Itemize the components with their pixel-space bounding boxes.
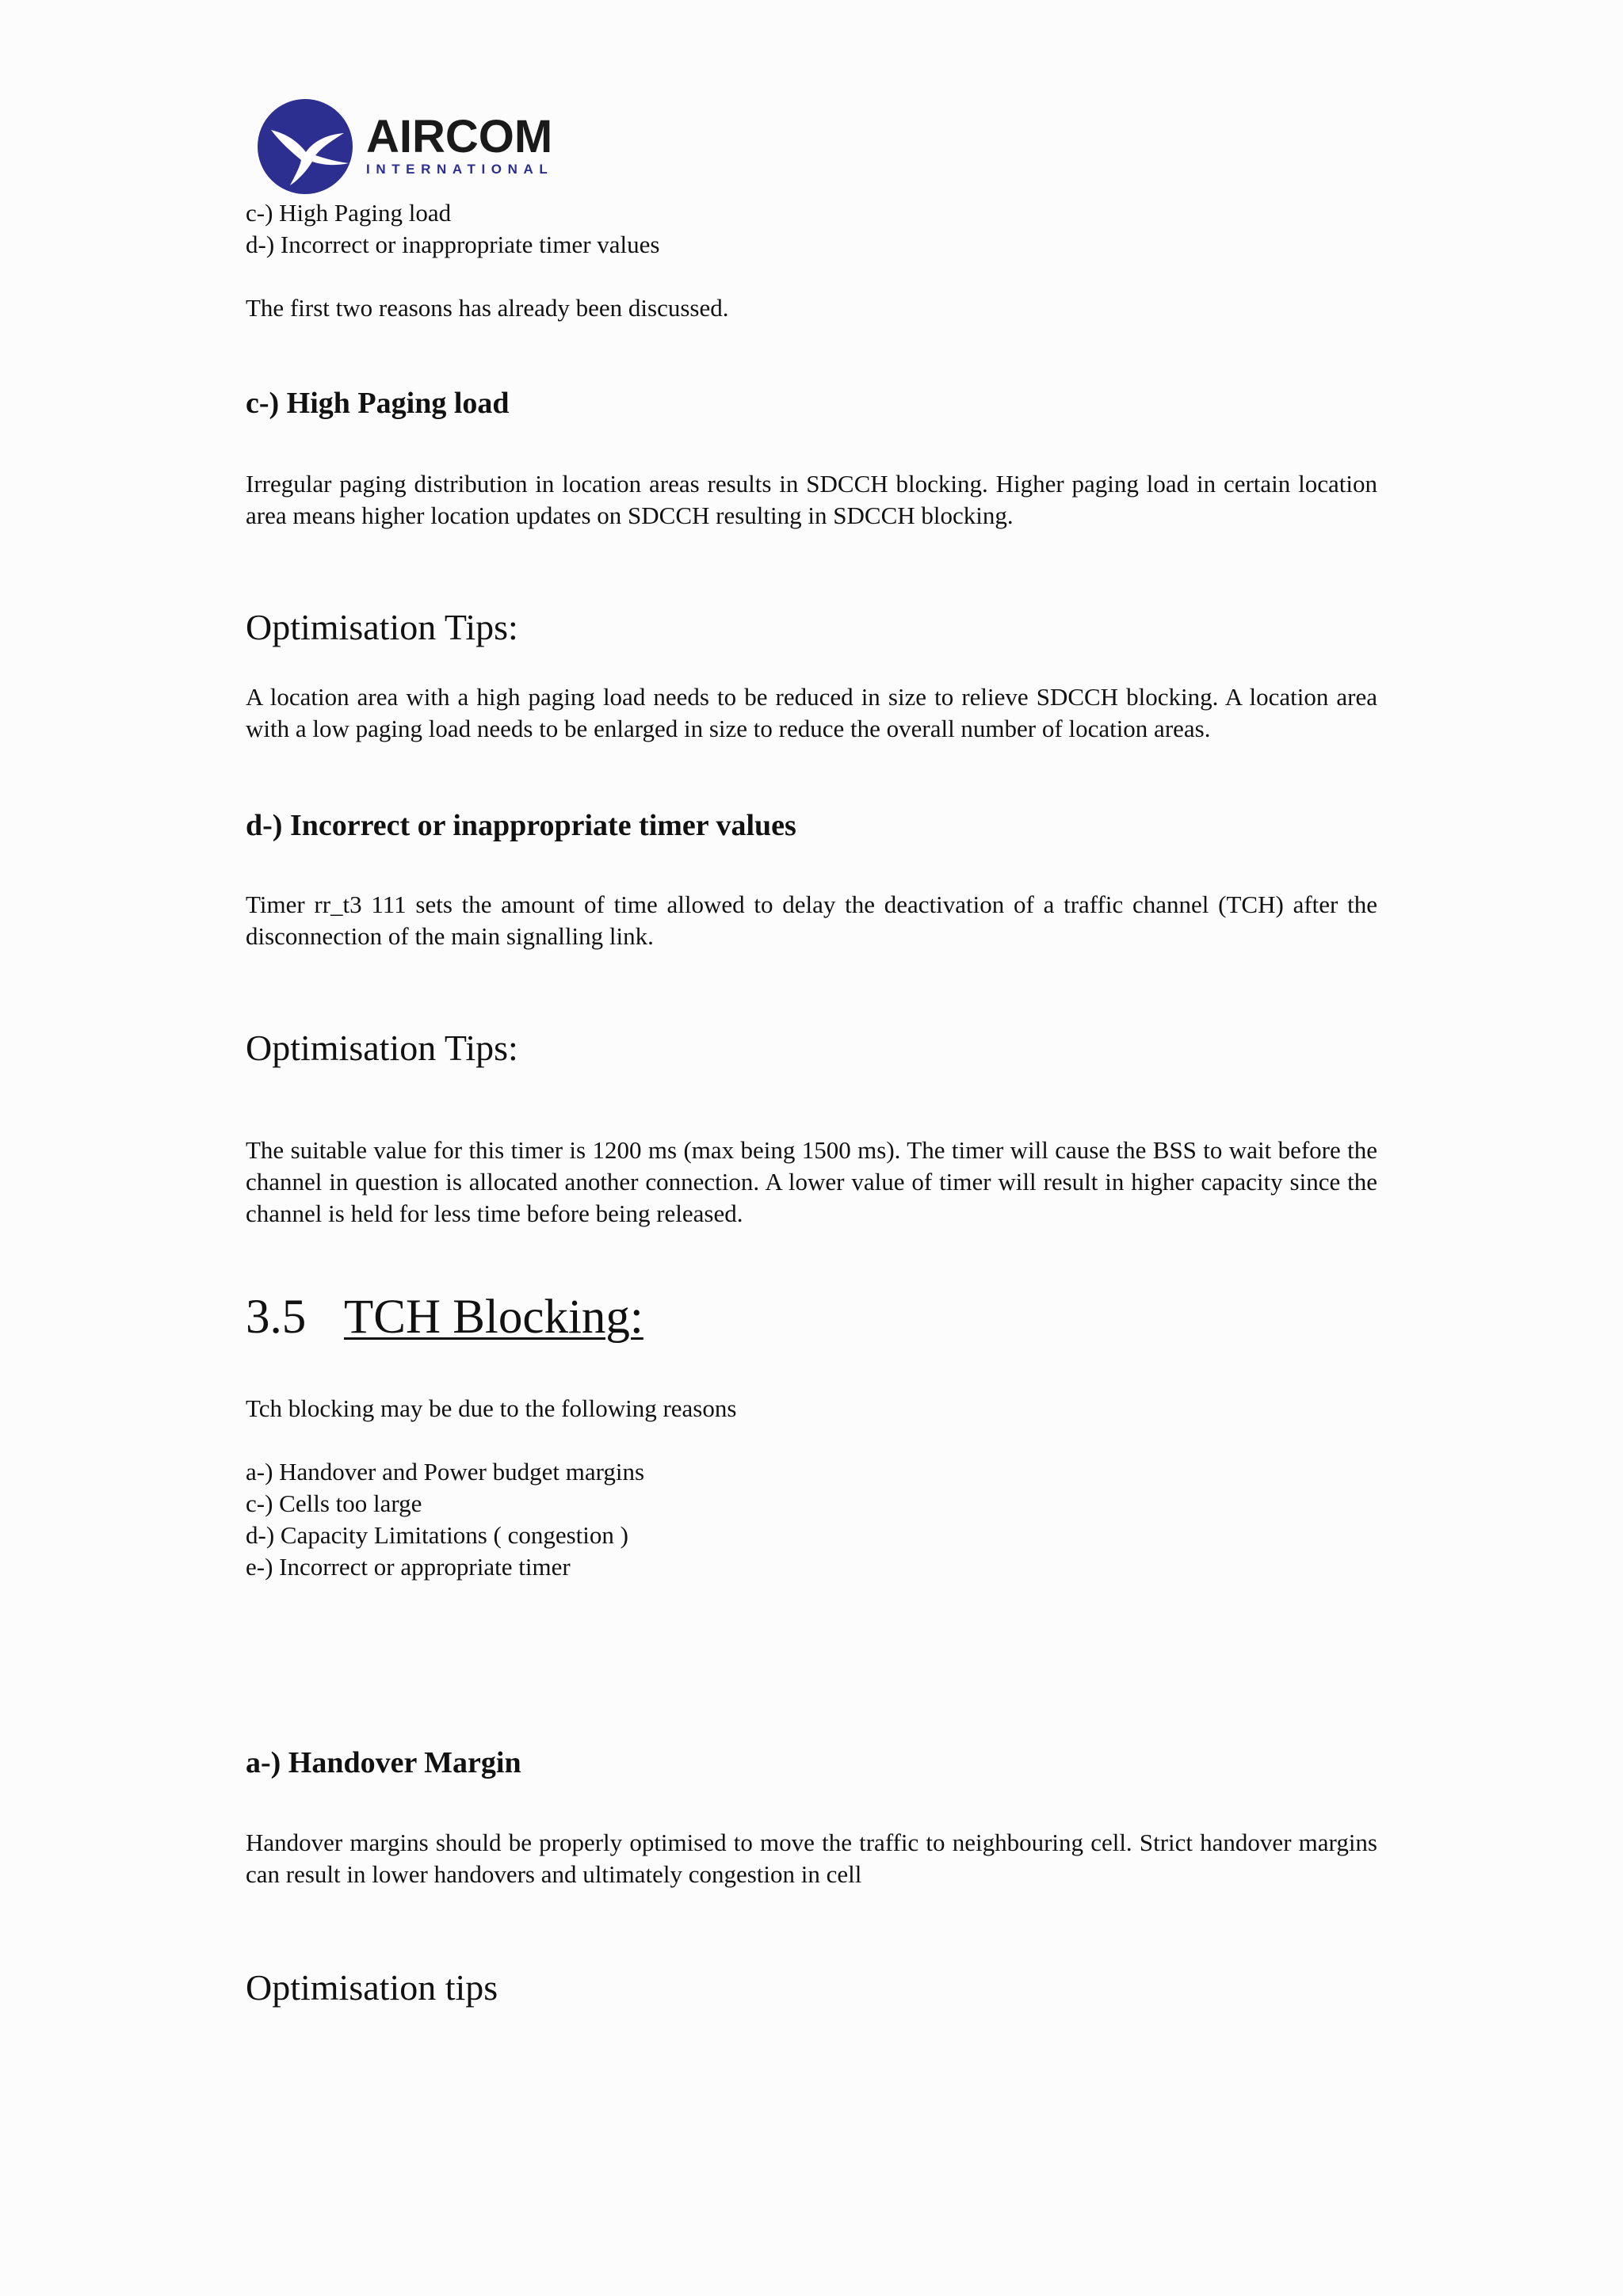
timer-heading: d-) Incorrect or inappropriate timer values (246, 809, 796, 842)
tch-reason-d: d-) Capacity Limitations ( congestion ) (246, 1521, 628, 1549)
logo-subtitle: INTERNATIONAL (366, 162, 554, 177)
tch-reason-e: e-) Incorrect or appropriate timer (246, 1553, 571, 1581)
logo-wordmark: AIRCOM (366, 111, 553, 162)
handover-heading: a-) Handover Margin (246, 1746, 521, 1779)
intro-item-c: c-) High Paging load (246, 199, 452, 227)
timer-body: Timer rr_t3 111 sets the amount of time allowed to delay the deactivation of a traffic channel (TCH) after the disconnection of the main signalling link. (246, 891, 1377, 950)
optimisation-tips-body-2: The suitable value for this timer is 1200 ms (max being 1500 ms). The timer will cause the BSS to wait before the channel in question is allocated another connection. A lower value of timer will result in higher capacity since the channel is held for less time before being released. (246, 1136, 1377, 1227)
section-number: 3.5 (246, 1291, 307, 1344)
tch-reason-a: a-) Handover and Power budget margins (246, 1458, 645, 1486)
tch-intro: Tch blocking may be due to the following reasons (246, 1394, 737, 1422)
bird-logo-icon (255, 97, 355, 196)
high-paging-heading: c-) High Paging load (246, 387, 510, 420)
section-title: TCH Blocking: (344, 1291, 643, 1344)
section-heading (246, 1290, 643, 1345)
intro-note: The first two reasons has already been discussed. (246, 294, 729, 322)
optimisation-tips-heading-1: Optimisation Tips: (246, 607, 518, 647)
handover-body: Handover margins should be properly optimised to move the traffic to neighbouring cell. Strict handover margins can result in lower handovers and ultimately congestion in cell (246, 1829, 1377, 1888)
optimisation-tips-body-1: A location area with a high paging load needs to be reduced in size to relieve SDCCH blocking. A location area with a low paging load needs to be enlarged in size to reduce the overall number of location areas. (246, 683, 1377, 742)
intro-item-d: d-) Incorrect or inappropriate timer values (246, 231, 660, 258)
optimisation-tips-heading-2: Optimisation Tips: (246, 1028, 518, 1068)
optimisation-tips-heading-3: Optimisation tips (246, 1967, 498, 2008)
high-paging-body: Irregular paging distribution in location areas results in SDCCH blocking. Higher paging load in certain location area means higher location updates on SDCCH resulting in SDCCH blocking. (246, 470, 1377, 529)
tch-reason-c: c-) Cells too large (246, 1489, 422, 1517)
aircom-logo (255, 97, 588, 196)
